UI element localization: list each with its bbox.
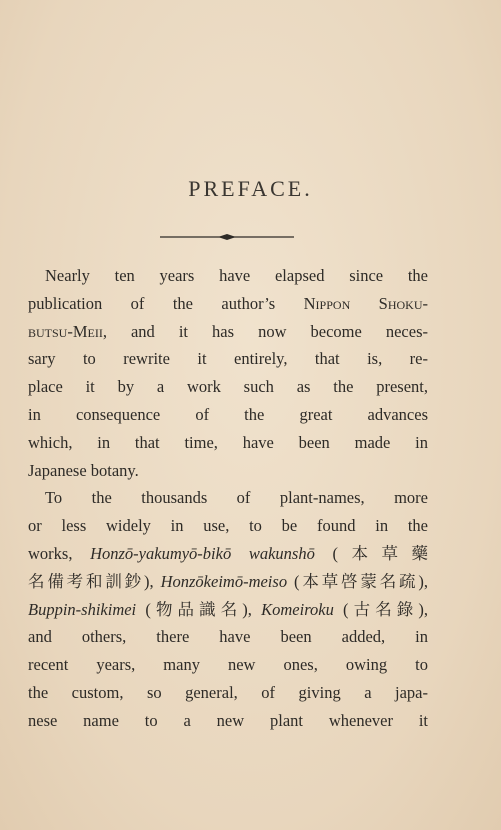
text-line: publication of the author’s Nippon Shoku-	[28, 293, 428, 313]
text-line: which, in that time, have been made in	[28, 432, 428, 452]
text-line: Buppin-shikimei (物品識名), Komeiroku (古名錄),	[28, 599, 428, 619]
text-line: butsu-Meii, and it has now become neces-	[28, 321, 428, 341]
ornamental-rule-icon	[160, 232, 294, 242]
text-line: recent years, many new ones, owing to	[28, 655, 428, 675]
text-line: or less widely in use, to be found in the	[28, 516, 428, 536]
text-line: in consequence of the great advances	[28, 404, 428, 424]
text-line: Japanese botany.	[28, 460, 139, 480]
book-title-nippon-shokubutsu-mei: Nippon Shoku-	[303, 293, 428, 313]
text-line: works, Honzō-yakumyō-bikō wakunshō (本草藥	[28, 543, 428, 563]
text-line: 名備考和訓鈔), Honzōkeimō-meiso (本草啓蒙名疏),	[28, 571, 428, 591]
text-line: To the thousands of plant-names, more	[45, 488, 428, 508]
text-line: Nearly ten years have elapsed since the	[45, 266, 428, 285]
text-line: nese name to a new plant whenever it	[28, 710, 428, 730]
text-line: place it by a work such as the present,	[28, 377, 428, 397]
preface-text	[28, 262, 428, 735]
text-line: sary to rewrite it entirely, that is, re-	[28, 349, 428, 369]
text-line: and others, there have been added, in	[28, 627, 428, 647]
page-title: PREFACE.	[188, 176, 313, 201]
text-line: the custom, so general, of giving a japa-	[28, 682, 428, 702]
